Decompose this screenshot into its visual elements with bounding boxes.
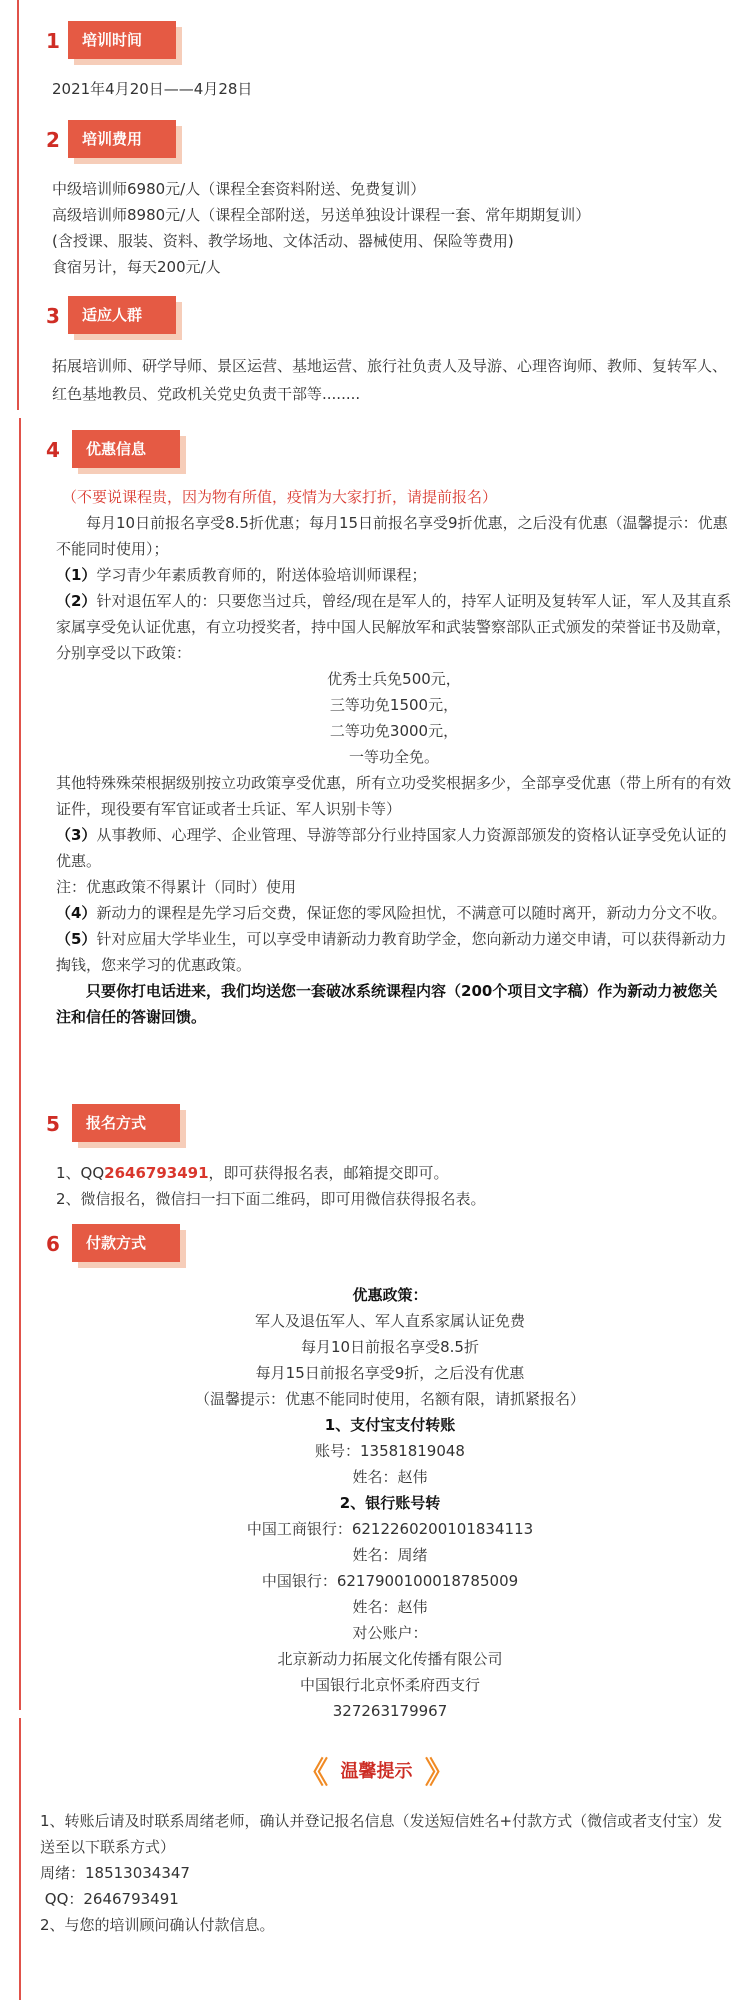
bank-line: 对公账户： (352, 1624, 428, 1642)
fee-line: 食宿另计，每天200元/人 (52, 258, 221, 276)
section-number: 6 (46, 1232, 60, 1256)
discount-item (56, 588, 732, 666)
tip-line: QQ：2646793491 (40, 1890, 179, 1908)
item-text: 针对退伍军人的：只要您当过兵，曾经/现在是军人的，持军人证明及复转军人证，军人及其直系家属享受免认证优惠，有立功授奖者，持中国人民解放军和武装警察部队正式颁发的荣誉证书及勋章，分别享受以下政策： (56, 592, 732, 662)
bank-line: 姓名：赵伟 (352, 1598, 428, 1616)
fee-line: 中级培训师6980元/人（课程全套资料附送、免费复训） (52, 180, 426, 198)
alipay-title: 1、支付宝支付转账 (324, 1416, 456, 1434)
section-title: 培训时间 (68, 21, 176, 59)
fee-line: (含授课、服装、资料、教学场地、文体活动、器械使用、保险等费用) (52, 232, 514, 250)
section-number: 1 (46, 29, 60, 53)
discount-paragraph: 每月10日前报名享受8.5折优惠；每月15日前报名享受9折优惠，之后没有优惠（温馨提示：优惠不能同时使用）； (56, 514, 728, 558)
section-number: 4 (46, 438, 60, 462)
policy-line: 军人及退伍军人、军人直系家属认证免费 (254, 1312, 525, 1330)
registration-line (56, 1160, 736, 1186)
policy-line: 每月10日前报名享受8.5折 (301, 1338, 479, 1356)
warm-tip-title: 温馨提示 (340, 1761, 413, 1782)
audience-text: 拓展培训师、研学导师、景区运营、基地运营、旅行社负责人及导游、心理咨询师、教师、复转军人、红色基地教员、党政机关党史负责干部等........ (52, 357, 728, 403)
left-accent-bar (17, 0, 19, 410)
discount-item (56, 562, 732, 588)
tip-line: 周绪：18513034347 (40, 1864, 190, 1882)
discount-paragraph: 其他特殊殊荣根据级别按立功政策享受优惠，所有立功受奖根据多少，全部享受优惠（带上所有的有效证件，现役要有军官证或者士兵证、军人识别卡等） (56, 774, 732, 818)
tip-line: 2、与您的培训顾问确认付款信息。 (40, 1916, 275, 1934)
section-title: 培训费用 (68, 120, 176, 158)
item-tag: （2） (56, 592, 97, 610)
award-line: 三等功免1500元， (329, 696, 459, 714)
discount-item (56, 900, 732, 926)
training-dates: 2021年4月20日——4月28日 (52, 80, 253, 98)
text: 1、QQ (56, 1164, 105, 1182)
award-line: 二等功免3000元， (329, 722, 459, 740)
section-title: 报名方式 (72, 1104, 180, 1142)
item-text: 新动力的课程是先学习后交费，保证您的零风险担忧，不满意可以随时离开，新动力分文不收。 (96, 904, 727, 922)
tip-line: 1、转账后请及时联系周绪老师，确认并登记报名信息（发送短信姓名+付款方式（微信或者支付宝）发送至以下联系方式） (40, 1812, 723, 1856)
section-number: 2 (46, 128, 60, 152)
policy-line: （温馨提示：优惠不能同时使用，名额有限，请抓紧报名） (194, 1390, 585, 1408)
registration-list (56, 1160, 736, 1212)
bank-line: 中国银行北京怀柔府西支行 (299, 1676, 480, 1694)
bank-line: 北京新动力拓展文化传播有限公司 (277, 1650, 503, 1668)
registration-line: 2、微信报名，微信扫一扫下面二维码，即可用微信获得报名表。 (56, 1190, 486, 1208)
bank-line: 姓名：周绪 (352, 1546, 428, 1564)
item-text: 从事教师、心理学、企业管理、导游等部分行业持国家人力资源部颁发的资格认证享受免认证的优惠。 (56, 826, 727, 870)
policy-line: 每月15日前报名享受9折，之后没有优惠 (255, 1364, 525, 1382)
right-bracket-icon: 》 (424, 1756, 455, 1791)
discount-item (56, 926, 732, 978)
alipay-line: 姓名：赵伟 (352, 1468, 428, 1486)
bank-line: 中国工商银行：6212260200101834113 (246, 1520, 534, 1538)
discount-item (56, 822, 732, 874)
section-title: 付款方式 (72, 1224, 180, 1262)
discount-body (56, 484, 732, 1030)
section-title: 适应人群 (68, 296, 176, 334)
bank-title: 2、银行账号转 (339, 1494, 441, 1512)
bank-line: 327263179967 (332, 1702, 448, 1720)
fee-list (52, 176, 732, 280)
warm-tip-body (40, 1808, 730, 1938)
discount-note: （不要说课程贵，因为物有所值，疫情为大家打折，请提前报名） (62, 488, 498, 506)
left-accent-bar (19, 418, 21, 1710)
bank-line: 中国银行：6217900100018785009 (261, 1572, 519, 1590)
item-tag: （1） (56, 566, 97, 584)
item-tag: （5） (56, 930, 97, 948)
fee-line: 高级培训师8980元/人（课程全部附送，另送单独设计课程一套、常年期期复训） (52, 206, 591, 224)
discount-paragraph: 注：优惠政策不得累计（同时）使用 (56, 878, 297, 896)
item-tag: （3） (56, 826, 97, 844)
warm-tip-heading (0, 1748, 753, 1792)
section-number: 3 (46, 304, 60, 328)
section-title: 优惠信息 (72, 430, 180, 468)
policy-title: 优惠政策： (352, 1286, 428, 1304)
text: ，即可获得报名表，邮箱提交即可。 (208, 1164, 449, 1182)
alipay-line: 账号：13581819048 (315, 1442, 465, 1460)
payment-info (50, 1282, 730, 1724)
award-line: 一等功全免。 (348, 748, 439, 766)
qq-number: 2646793491 (104, 1164, 209, 1182)
award-line: 优秀士兵免500元， (327, 670, 461, 688)
item-text: 学习青少年素质教育师的，附送体验培训师课程； (96, 566, 427, 584)
left-bracket-icon: 《 (298, 1756, 329, 1791)
item-tag: （4） (56, 904, 97, 922)
item-text: 针对应届大学毕业生，可以享受申请新动力教育助学金，您向新动力递交申请，可以获得新动力掏钱，您来学习的优惠政策。 (56, 930, 727, 974)
section-number: 5 (46, 1112, 60, 1136)
gift-note: 只要你打电话进来，我们均送您一套破冰系统课程内容（200个项目文字稿）作为新动力被您关注和信任的答谢回馈。 (56, 982, 718, 1026)
